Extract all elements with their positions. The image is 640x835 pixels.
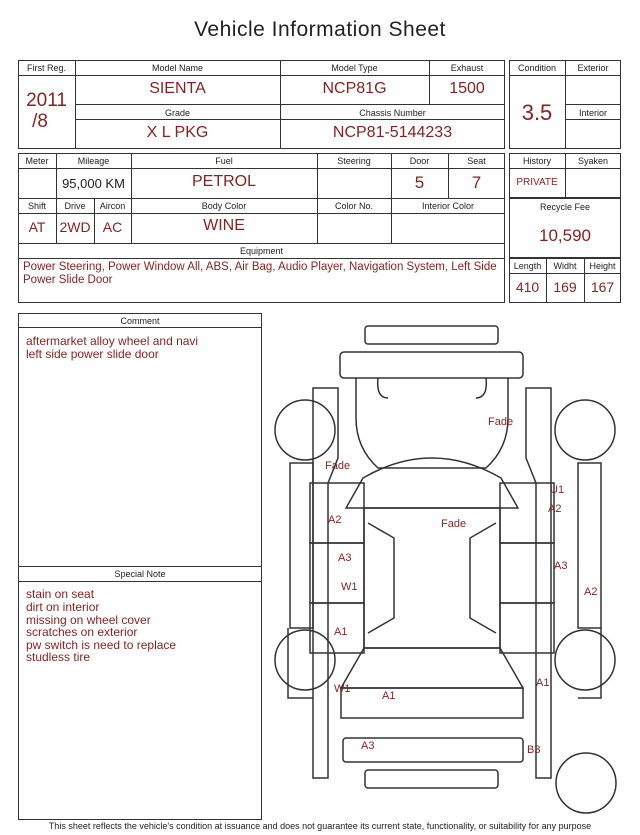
exterior-label: Exterior bbox=[577, 63, 609, 73]
special-note-label: Special Note bbox=[114, 569, 166, 579]
condition-label: Condition bbox=[517, 63, 557, 73]
damage-mark-a1-rear: A1 bbox=[382, 690, 396, 702]
damage-mark-a1-right: A1 bbox=[536, 677, 550, 689]
first-reg-month: /8 bbox=[32, 111, 48, 132]
model-type-value: NCP81G bbox=[322, 80, 387, 97]
seat-label: Seat bbox=[467, 156, 486, 166]
equipment-label: Equipment bbox=[239, 246, 284, 256]
meter-label: Meter bbox=[25, 156, 49, 166]
comment-line-2: left side power slide door bbox=[26, 347, 159, 361]
history-label: History bbox=[522, 156, 551, 166]
sheet-title: Vehicle Information Sheet bbox=[194, 18, 446, 41]
history-value: PRIVATE bbox=[516, 177, 558, 188]
recycle-fee-value: 10,590 bbox=[539, 226, 591, 245]
special-note-line-2: dirt on interior bbox=[26, 600, 100, 614]
shift-label: Shift bbox=[27, 201, 46, 211]
length-label: Length bbox=[513, 261, 542, 271]
mileage-label: Mileage bbox=[77, 156, 110, 166]
damage-mark-a1-left: A1 bbox=[334, 626, 348, 638]
grade-label: Grade bbox=[164, 108, 190, 118]
damage-mark-a2-right: A2 bbox=[548, 503, 562, 515]
seat-value: 7 bbox=[471, 173, 482, 192]
interior-label: Interior bbox=[578, 108, 607, 118]
length-value: 410 bbox=[515, 279, 540, 295]
equipment-value: Power Steering, Power Window All, ABS, Air Bag, Audio Player, Navigation System, Left Side Power Slide Door bbox=[23, 261, 497, 286]
comment-label: Comment bbox=[120, 316, 160, 326]
drive-label: Drive bbox=[64, 201, 86, 211]
special-note-line-5: pw switch is need to replace bbox=[26, 638, 177, 652]
door-label: Door bbox=[409, 156, 430, 166]
steering-label: Steering bbox=[337, 156, 371, 166]
damage-mark-fade-left: Fade bbox=[325, 460, 351, 472]
body-color-label: Body Color bbox=[201, 201, 247, 211]
fuel-value: PETROL bbox=[191, 173, 256, 190]
damage-mark-a2-right-rear: A2 bbox=[584, 586, 598, 598]
special-note-line-4: scratches on exterior bbox=[26, 625, 138, 639]
height-label: Height bbox=[589, 261, 616, 271]
exhaust-value: 1500 bbox=[449, 80, 485, 97]
mileage-value: 95,000 KM bbox=[62, 176, 125, 191]
body-color-value: WINE bbox=[203, 217, 245, 234]
door-value: 5 bbox=[414, 173, 425, 192]
damage-mark-a3-left: A3 bbox=[338, 552, 352, 564]
special-note-line-3: missing on wheel cover bbox=[26, 613, 151, 627]
comment-line-1: aftermarket alloy wheel and navi bbox=[26, 334, 199, 348]
aircon-label: Aircon bbox=[99, 201, 126, 211]
width-label: Widht bbox=[553, 261, 577, 271]
damage-mark-w1-left-rear: W1 bbox=[334, 683, 351, 695]
height-value: 167 bbox=[590, 279, 615, 295]
fuel-label: Fuel bbox=[215, 156, 233, 166]
car-damage-diagram bbox=[268, 318, 628, 818]
damage-mark-w1-left: W1 bbox=[341, 581, 358, 593]
width-value: 169 bbox=[553, 279, 577, 295]
drive-value: 2WD bbox=[59, 219, 91, 235]
condition-value: 3.5 bbox=[521, 100, 553, 125]
syaken-label: Syaken bbox=[577, 156, 609, 166]
first-reg-label: First Reg. bbox=[26, 63, 66, 73]
special-note-line-6: studless tire bbox=[26, 650, 91, 664]
aircon-value: AC bbox=[102, 219, 123, 235]
model-name-label: Model Name bbox=[151, 63, 204, 73]
exhaust-label: Exhaust bbox=[450, 63, 484, 73]
model-name-value: SIENTA bbox=[149, 80, 206, 97]
footer-disclaimer: This sheet reflects the vehicle's condition at issuance and does not guarantee its current state, functionality, or suitability for any purpose bbox=[48, 821, 592, 831]
recycle-fee-label: Recycle Fee bbox=[539, 202, 591, 212]
first-reg-year: 2011 bbox=[26, 90, 67, 111]
model-type-label: Model Type bbox=[331, 63, 378, 73]
damage-mark-fade-hood: Fade bbox=[488, 416, 514, 428]
special-note-line-1: stain on seat bbox=[26, 587, 95, 601]
damage-mark-a2-left: A2 bbox=[328, 514, 342, 526]
damage-mark-fade-roof: Fade bbox=[441, 518, 467, 530]
grade-value: X L PKG bbox=[146, 124, 209, 141]
chassis-value: NCP81-5144233 bbox=[332, 124, 453, 141]
chassis-label: Chassis Number bbox=[359, 108, 426, 118]
color-no-label: Color No. bbox=[334, 201, 373, 211]
damage-mark-a3-rear: A3 bbox=[361, 740, 375, 752]
damage-mark-a3-right: A3 bbox=[554, 560, 568, 572]
interior-color-label: Interior Color bbox=[421, 201, 475, 211]
damage-mark-b3-rear: B3 bbox=[527, 744, 541, 756]
shift-value: AT bbox=[28, 219, 46, 235]
damage-mark-u1-right: U1 bbox=[550, 484, 565, 496]
